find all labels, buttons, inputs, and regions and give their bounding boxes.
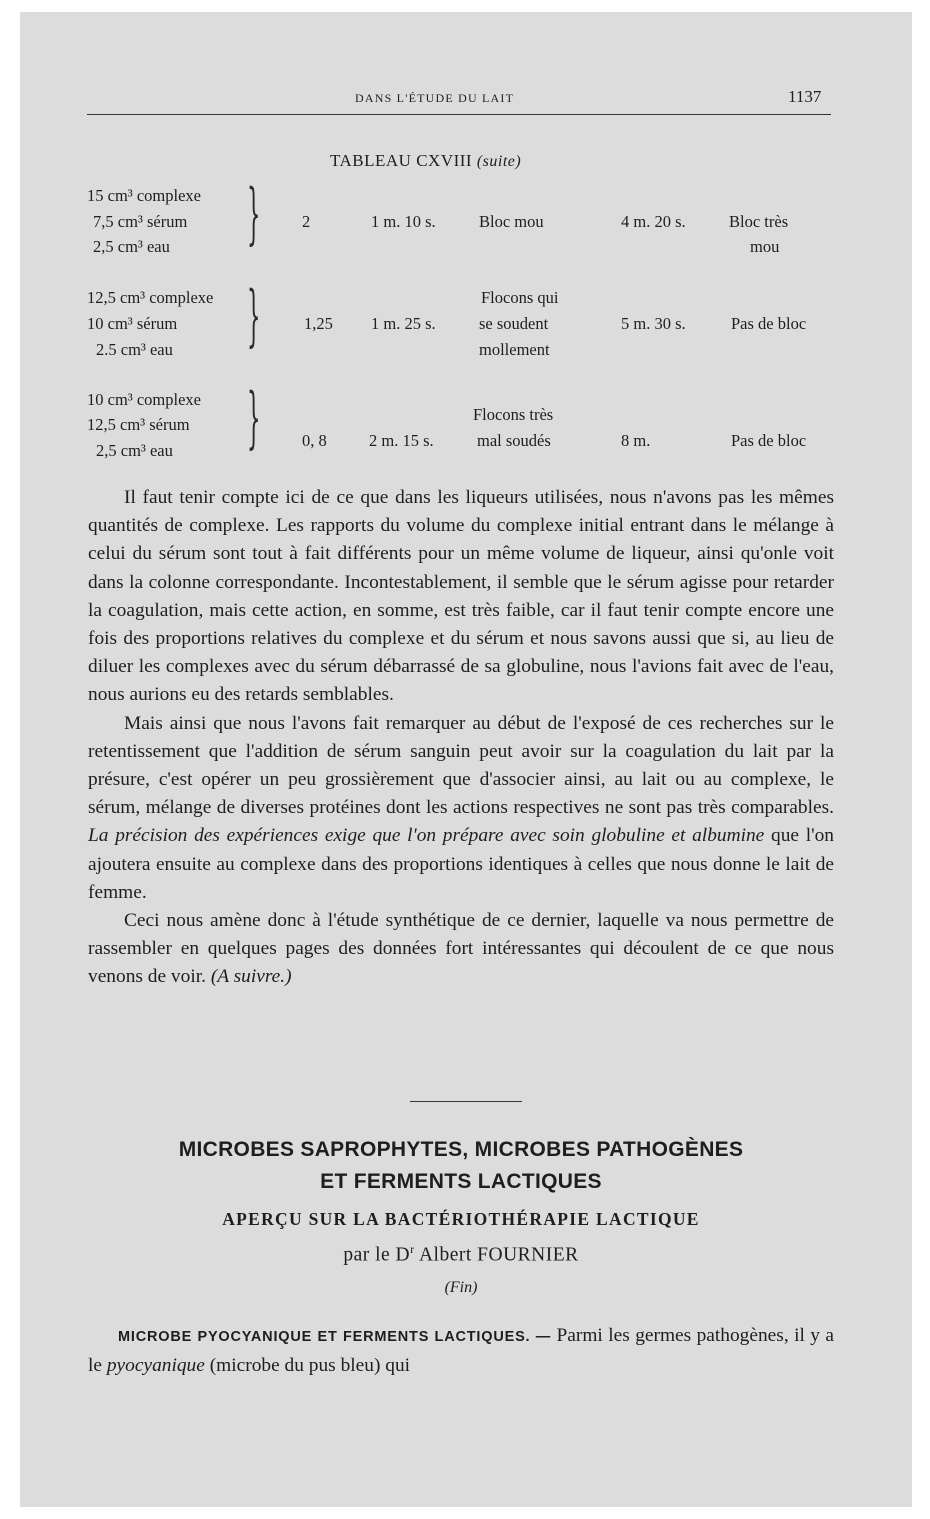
row1-result2-line2: mou bbox=[750, 237, 780, 256]
row2-brace: } bbox=[247, 277, 261, 354]
row3-result2-line1: Pas de bloc bbox=[731, 431, 807, 450]
row2-time1: 1 m. 25 s. bbox=[371, 314, 436, 333]
author-name: Albert FOURNIER bbox=[418, 1244, 579, 1266]
row1-mix-2: 7,5 cm³ sérum bbox=[93, 212, 188, 231]
article-fin: (Fin) bbox=[444, 1279, 478, 1296]
row2-result1-line1: Flocons qui bbox=[481, 288, 559, 307]
row1-time1: 1 m. 10 s. bbox=[371, 212, 436, 231]
table-title-text: TABLEAU CXVIII bbox=[330, 151, 473, 170]
row1-ratio: 2 bbox=[302, 212, 311, 231]
paragraph-1: Il faut tenir compte ici de ce que dans les liqueurs utilisées, nous n'avons pas les mêmes quantités de complexe. Les rapports du volume du complexe initial entrant dans le mélange à celui du sérum sont tout à fait différents pour un même volume de liqueur, ainsi qu'onle voit dans la colonne correspondante. Incontestablement, il semble que le sérum agisse pour retarder la coagulation, mais cette action, en somme, est très faible, car il faut tenir compte encore une fois des proportions relatives du complexe et du sérum et nous savons aussi que si, au lieu de diluer les complexes avec du sérum débarrassé de sa globuline, nous l'avions fait avec de l'eau, nous aurions eu des retards semblables. bbox=[88, 487, 834, 706]
section-divider bbox=[410, 1101, 522, 1102]
article-title-line2: ET FERMENTS LACTIQUES bbox=[320, 1170, 602, 1193]
author-sup: r bbox=[410, 1242, 415, 1256]
row3-mix-2: 12,5 cm³ sérum bbox=[87, 415, 190, 434]
runin-heading: MICROBE PYOCYANIQUE ET FERMENTS LACTIQUES. — bbox=[118, 1329, 552, 1345]
paragraph-3 bbox=[88, 907, 834, 992]
paragraph-2-end: que l'on ajoutera ensuite au complexe dans des proportions identiques à celles que nous donne le lait de femme. bbox=[88, 825, 834, 903]
row1-mix-1: 15 cm³ complexe bbox=[87, 186, 201, 205]
row1-brace: } bbox=[247, 175, 261, 252]
row2-result2-line1: Pas de bloc bbox=[731, 314, 807, 333]
header-rule bbox=[87, 114, 831, 115]
row3-result1-line2: mal soudés bbox=[477, 431, 551, 450]
closing-text-b: (microbe du pus bleu) qui bbox=[209, 1354, 411, 1376]
row3-result1-line1: Flocons très bbox=[473, 405, 554, 424]
row3-mix-1: 10 cm³ complexe bbox=[87, 390, 201, 409]
article-subtitle: APERÇU SUR LA BACTÉRIOTHÉRAPIE LACTIQUE bbox=[222, 1209, 700, 1229]
running-title: DANS L'ÉTUDE DU LAIT bbox=[355, 91, 515, 105]
paragraph-3-text: Ceci nous amène donc à l'étude synthétique de ce dernier, laquelle va nous permettre de rassembler en quelques pages des données fort intéressantes qui découlent de ce que nous venons de voir. bbox=[88, 910, 834, 988]
paragraph-2 bbox=[88, 710, 834, 907]
closing-paragraph bbox=[88, 1322, 834, 1380]
row3-ratio: 0, 8 bbox=[302, 431, 327, 450]
row2-mix-1: 12,5 cm³ complexe bbox=[87, 288, 214, 307]
row2-time2: 5 m. 30 s. bbox=[621, 314, 686, 333]
row2-mix-3: 2.5 cm³ eau bbox=[96, 340, 173, 359]
row1-result1-line1: Bloc mou bbox=[479, 212, 544, 231]
table-title-suffix: (suite) bbox=[476, 153, 522, 170]
article-title-line1: MICROBES SAPROPHYTES, MICROBES PATHOGÈNES bbox=[178, 1138, 744, 1161]
author-prefix: par le D bbox=[343, 1244, 411, 1266]
row1-result2-line1: Bloc très bbox=[729, 212, 789, 231]
row3-time1: 2 m. 15 s. bbox=[369, 431, 434, 450]
closing-text-a: Parmi les germes pathogènes, il y a le bbox=[88, 1325, 834, 1376]
a-suivre: (A suivre.) bbox=[210, 966, 292, 988]
closing-italic: pyocyanique bbox=[106, 1354, 205, 1376]
body-text bbox=[88, 484, 834, 992]
row3-brace: } bbox=[247, 379, 261, 456]
article-author bbox=[88, 1242, 834, 1267]
row1-mix-3: 2,5 cm³ eau bbox=[93, 237, 170, 256]
row2-ratio: 1,25 bbox=[304, 314, 333, 333]
row3-time2: 8 m. bbox=[621, 431, 651, 450]
paragraph-2-start: Mais ainsi que nous l'avons fait remarquer au début de l'exposé de ces recherches sur le retentissement que l'addition de sérum sanguin peut avoir sur la coagulation du lait par la présure, c'est opérer un peu grossièrement que d'associer ainsi, au lait ou au complexe, le sérum, mélange de diverses protéines dont les actions respectives ne sont pas très comparables. bbox=[88, 712, 834, 819]
row2-result1-line2: se soudent bbox=[479, 314, 549, 333]
row1-time2: 4 m. 20 s. bbox=[621, 212, 686, 231]
paragraph-2-italic: La précision des expériences exige que l'on prépare avec soin globuline et albumine bbox=[88, 825, 765, 847]
row3-mix-3: 2,5 cm³ eau bbox=[96, 441, 173, 460]
page-number: 1137 bbox=[788, 87, 822, 106]
row2-mix-2: 10 cm³ sérum bbox=[87, 314, 178, 333]
table-title bbox=[330, 151, 521, 171]
row2-result1-line3: mollement bbox=[479, 340, 550, 359]
